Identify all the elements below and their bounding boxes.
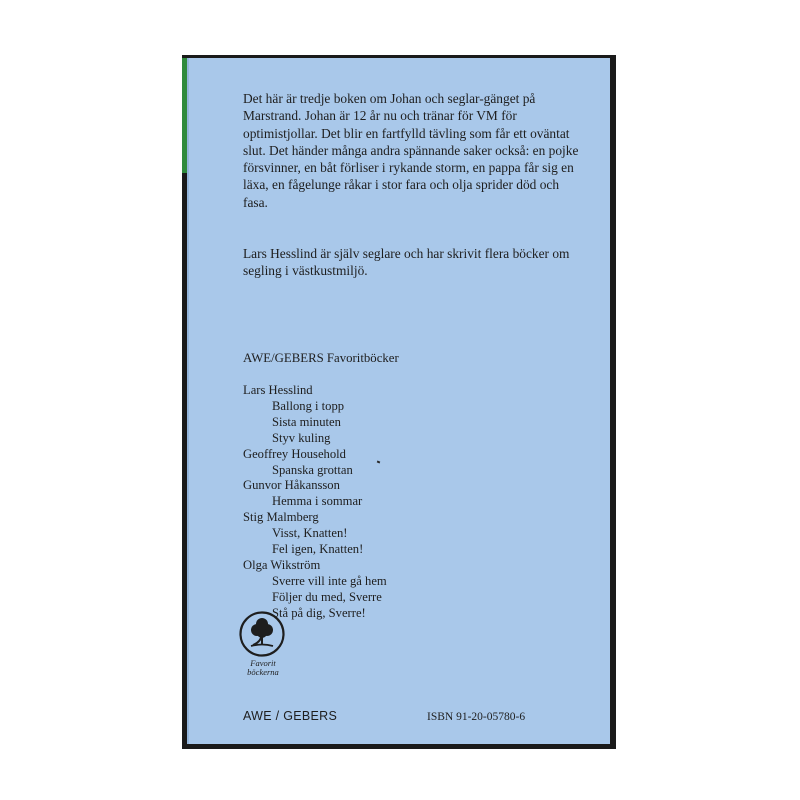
isbn-number: ISBN 91-20-05780-6	[427, 711, 526, 723]
book-title: Spanska grottan	[272, 462, 353, 477]
logo-caption: Favorit böckerna	[247, 658, 279, 677]
book-title: Sista minuten	[272, 414, 341, 429]
book-list	[243, 383, 387, 622]
author-name: Stig Malmberg	[243, 510, 319, 525]
book-blurb: Det här är tredje boken om Johan och seglar-gänget på Marstrand. Johan är 12 år nu och tränar för VM för optimistjollar. Det blir en fartfylld tävling som får ett oväntat slut. Det händer många andra spännande saker också: en pojke försvinner, en båt förliser i rykande storm, en pappa får sig en läxa, en fågelunge råkar i stor fara och olja sprider död och fasa.	[243, 91, 579, 210]
book-title: Stå på dig, Sverre!	[272, 605, 366, 620]
author-name: Geoffrey Household	[243, 446, 346, 461]
book-title: Följer du med, Sverre	[272, 589, 382, 604]
book-title: Styv kuling	[272, 430, 331, 445]
book-title: Fel igen, Knatten!	[272, 542, 364, 557]
book-title: Visst, Knatten!	[272, 526, 348, 541]
author-name: Gunvor Håkansson	[243, 478, 340, 493]
author-name: Lars Hesslind	[243, 383, 313, 397]
series-title: AWE/GEBERS Favoritböcker	[243, 351, 399, 365]
book-title: Hemma i sommar	[272, 494, 363, 509]
author-name: Olga Wikström	[243, 557, 321, 572]
book-title: Ballong i topp	[272, 398, 345, 413]
publisher-name: AWE / GEBERS	[243, 709, 338, 723]
author-bio: Lars Hesslind är själv seglare och har skrivit flera böcker om segling i västkustmiljö.	[243, 246, 570, 279]
tree-emblem-icon	[238, 610, 286, 658]
book-title: Sverre vill inte gå hem	[272, 573, 387, 588]
